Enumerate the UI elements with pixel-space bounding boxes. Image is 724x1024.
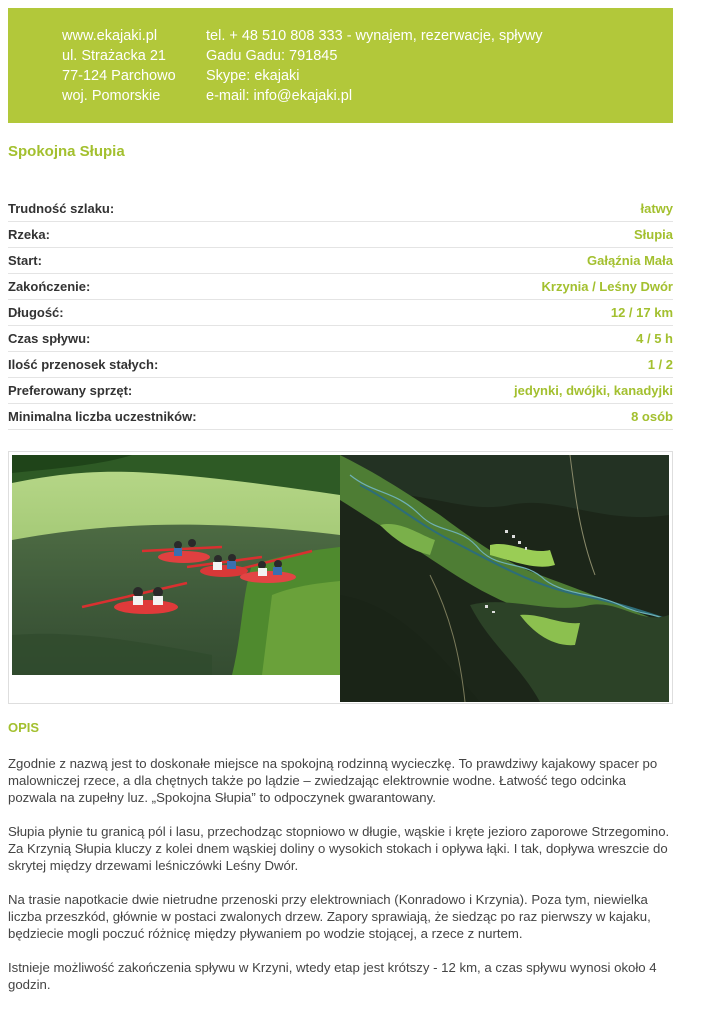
description-paragraph: Zgodnie z nazwą jest to doskonałe miejsce na spokojną rodzinną wycieczkę. To prawdziwy kajakowy spacer po malowniczej rzece, a dla chętnych także po lądzie – zwiedzając elektrownie wodne. Łatwość tego odcinka pozwala na zupełny luz. „Spokojna Słupia” to odpoczynek gwarantowany. — [8, 756, 658, 805]
spec-label: Zakończenie: — [8, 279, 91, 294]
kayaking-photo — [12, 455, 340, 675]
spec-row-portages — [8, 352, 673, 378]
postal-city-text: 77-124 Parchowo — [62, 68, 176, 84]
spec-label: Czas spływu: — [8, 331, 91, 346]
contact-header — [8, 8, 673, 123]
page-title: Spokojna Słupia — [8, 143, 125, 160]
spec-value: 8 osób — [631, 409, 673, 424]
email-text[interactable]: e-mail: info@ekajaki.pl — [206, 88, 353, 104]
spec-row-start — [8, 248, 673, 274]
contact-block — [206, 26, 543, 106]
description-content — [8, 755, 676, 1010]
spec-row-river — [8, 222, 673, 248]
skype-text: Skype: ekajaki — [206, 68, 300, 84]
website-text[interactable]: www.ekajaki.pl — [62, 28, 158, 44]
phone-text: tel. + 48 510 808 333 - wynajem, rezerwacje, spływy — [206, 28, 543, 44]
aerial-map-photo — [340, 455, 669, 702]
spec-row-equipment — [8, 378, 673, 404]
spec-value: Gałąźnia Mała — [587, 253, 673, 268]
description-paragraph: Słupia płynie tu granicą pól i lasu, przechodząc stopniowo w długie, wąskie i kręte jezioro zaporowe Strzegomino. Za Krzynią Słupia kluczy z kolei dnem wąskiej doliny o wysokich stokach i opływa łąki. I tak, dopływa wreszcie do skrytej między drzewami leśniczówki Leśny Dwór. — [8, 824, 670, 873]
spec-value: Krzynia / Leśny Dwór — [541, 279, 673, 294]
spec-value: 1 / 2 — [647, 357, 673, 372]
spec-value: 4 / 5 h — [636, 331, 673, 346]
spec-label: Ilość przenosek stałych: — [8, 357, 159, 372]
gadu-gadu-text: Gadu Gadu: 791845 — [206, 48, 338, 64]
photo-strip — [8, 451, 673, 704]
description-paragraph: Istnieje możliwość zakończenia spływu w Krzyni, wtedy etap jest krótszy - 12 km, a czas spływu wynosi około 4 godzin. — [8, 960, 657, 992]
spec-row-min-participants — [8, 404, 673, 430]
trail-specs — [8, 196, 673, 430]
spec-row-length — [8, 300, 673, 326]
spec-label: Start: — [8, 253, 42, 268]
spec-value: łatwy — [640, 201, 673, 216]
spec-label: Rzeka: — [8, 227, 50, 242]
spec-row-duration — [8, 326, 673, 352]
spec-label: Minimalna liczba uczestników: — [8, 409, 197, 424]
street-text: ul. Strażacka 21 — [62, 48, 166, 64]
spec-label: Preferowany sprzęt: — [8, 383, 133, 398]
section-title-description: OPIS — [8, 720, 40, 735]
spec-label: Długość: — [8, 305, 64, 320]
spec-value: jedynki, dwójki, kanadyjki — [514, 383, 673, 398]
description-paragraph: Na trasie napotkacie dwie nietrudne przenoski przy elektrowniach (Konradowo i Krzynia). Poza tym, niewielka liczba przeszkód, głównie w postaci zwalonych drzew. Zapory sprawiają, że siedząc po raz pierwszy w kajaku, będziecie mogli poczuć różnicę między pływaniem po wodzie stojącej, a rzece z nurtem. — [8, 892, 651, 941]
spec-value: Słupia — [633, 227, 673, 242]
spec-value: 12 / 17 km — [610, 305, 673, 320]
region-text: woj. Pomorskie — [62, 88, 161, 104]
spec-row-finish — [8, 274, 673, 300]
spec-row-difficulty — [8, 196, 673, 222]
spec-label: Trudność szlaku: — [8, 201, 115, 216]
address-block — [62, 26, 176, 106]
